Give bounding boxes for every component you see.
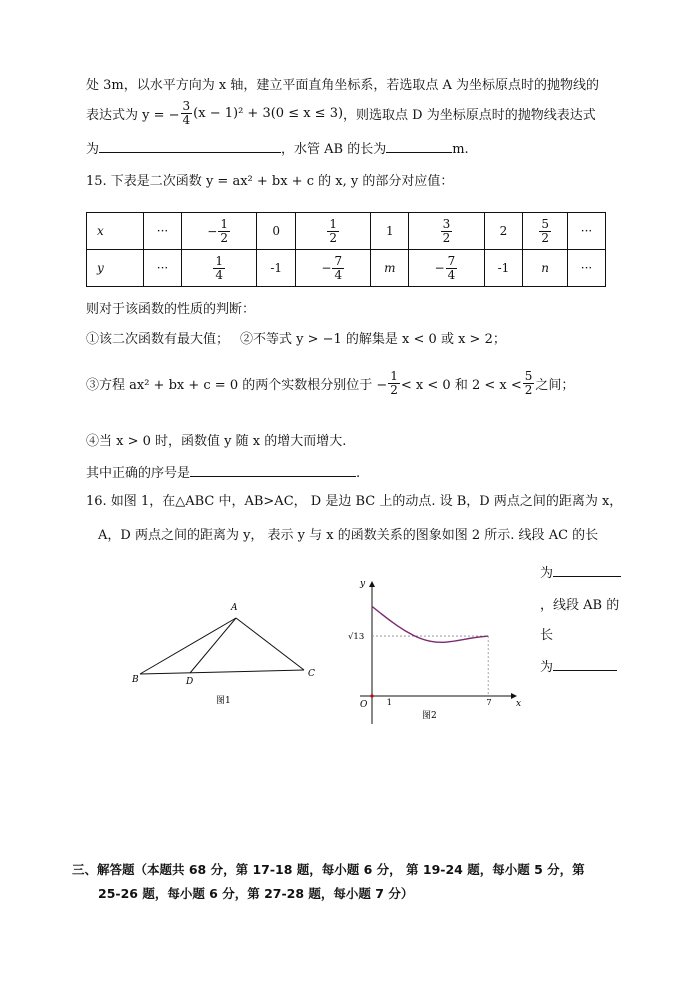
q15-answer-blank[interactable] xyxy=(190,464,356,477)
q16-r1-text: 为 xyxy=(540,566,554,581)
label-a: A xyxy=(231,603,238,613)
table-cell: -1 xyxy=(484,250,523,287)
sqrt13-label: √13 xyxy=(348,632,365,643)
table-cell: $\frac{1}{4}$ xyxy=(181,250,256,287)
q16-right-2: ，线段 AB 的 xyxy=(540,598,620,613)
table-cell xyxy=(181,213,256,250)
segment-ab xyxy=(140,618,236,674)
q15-statement-4: ④当 x > 0 时，函数值 y 随 x 的增大而增大. xyxy=(86,434,347,449)
q15-statement-2: ②不等式 y > −1 的解集是 x < 0 或 x > 2； xyxy=(240,332,506,347)
table-cell: $\frac{3}{2}$ xyxy=(409,213,484,250)
table-cell: ··· xyxy=(144,250,182,287)
q14-fraction xyxy=(181,100,193,126)
table-cell: ··· xyxy=(567,213,605,250)
q15-judge-intro: 则对于该函数的性质的判断： xyxy=(86,302,256,317)
q15-intro: 15. 下表是二次函数 y = ax² + bx + c 的 x, y 的部分对应值： xyxy=(86,174,454,189)
table-cell: $\frac{5}{2}$ xyxy=(523,213,568,250)
q15-value-table xyxy=(86,212,606,287)
y-axis-label: y xyxy=(360,579,366,589)
label-c: C xyxy=(308,669,315,679)
q14-line3-pre: 为 xyxy=(86,142,100,157)
table-cell: m xyxy=(371,250,409,287)
q14-line1: 处 3m，以水平方向为 x 轴，建立平面直角坐标系，若选取点 A 为坐标原点时的抛物线的 xyxy=(86,78,599,93)
q14-line2-mid: (x − 1)² + 3(0 ≤ x ≤ 3) xyxy=(193,105,344,121)
q16-r4-text: 为 xyxy=(540,660,554,675)
table-cell: y xyxy=(87,250,144,287)
segment-ac xyxy=(236,618,304,670)
q16-blank-ab[interactable] xyxy=(553,658,617,671)
q14-line3 xyxy=(86,138,469,157)
figure-1-caption: 图1 xyxy=(216,696,231,706)
q16-right-1 xyxy=(540,562,621,581)
figure-2-graph xyxy=(330,576,530,726)
table-cell: − $\frac{7}{4}$ xyxy=(409,250,484,287)
x-axis-label: x xyxy=(516,699,522,709)
q15-statement-3 xyxy=(86,370,574,396)
q16-blank-ac[interactable] xyxy=(553,564,621,577)
q14-blank-expression[interactable] xyxy=(99,140,281,153)
table-row-y xyxy=(87,250,606,287)
origin-point xyxy=(370,694,373,697)
table-cell: n xyxy=(523,250,568,287)
q15-s3-frac-five-half: $\frac{5}{2}$ xyxy=(524,369,533,397)
q14-line3-mid: ，水管 AB 的长为 xyxy=(281,142,387,157)
table-cell: -1 xyxy=(257,250,296,287)
table-row-x xyxy=(87,213,606,250)
segment-bc xyxy=(140,670,304,674)
function-curve xyxy=(372,606,488,642)
segment-ad xyxy=(190,618,236,673)
table-cell: ··· xyxy=(567,250,605,287)
q14-line2-pre: 表达式为 y = − xyxy=(86,107,180,123)
q14-blank-ab-length[interactable] xyxy=(386,140,452,153)
tick-label-1: 1 xyxy=(386,698,393,708)
table-cell: 0 xyxy=(257,213,296,250)
table-cell: $\frac{1}{2}$ xyxy=(296,213,371,250)
q16-right-4 xyxy=(540,656,617,675)
figure-1-triangle xyxy=(128,596,324,708)
table-cell-value: − $\frac{1}{2}$ xyxy=(207,216,228,245)
q16-right-3: 长 xyxy=(540,628,554,643)
q15-answer-pre: 其中正确的序号是 xyxy=(86,466,191,481)
q15-s3-frac-half: $\frac{1}{2}$ xyxy=(390,369,398,397)
q14-frac-den: 4 xyxy=(182,112,191,127)
q15-s3-post: 之间； xyxy=(535,377,575,393)
q16-line2: A，D 两点之间的距离为 y， 表示 y 与 x 的函数关系的图象如图 2 所示. 线段 AC 的长 xyxy=(98,528,599,543)
q14-line2 xyxy=(86,100,596,126)
q15-s3-mid: < x < 0 和 2 < x < xyxy=(400,377,522,393)
label-b: B xyxy=(132,675,139,685)
q14-line2-post: ，则选取点 D 为坐标原点时的抛物线表达式 xyxy=(343,107,596,123)
q16-line1: 16. 如图 1，在△ABC 中，AB>AC， D 是边 BC 上的动点. 设 B，D 两点之间的距离为 x， xyxy=(86,494,623,509)
q15-s3-pre: ③方程 ax² + bx + c = 0 的两个实数根分别位于 − xyxy=(86,377,388,393)
table-cell: ··· xyxy=(144,213,182,250)
q15-statement-1: ①该二次函数有最大值； xyxy=(86,332,230,347)
section-3-heading-line1: 三、解答题（本题共 68 分，第 17-18 题，每小题 6 分， 第 19-24 题，每小题 5 分，第 xyxy=(72,862,585,877)
table-cell: 2 xyxy=(484,213,523,250)
label-d: D xyxy=(186,677,194,687)
q14-frac-num: 3 xyxy=(182,99,191,113)
table-cell: x xyxy=(87,213,144,250)
table-cell: 1 xyxy=(371,213,409,250)
q15-answer xyxy=(86,462,360,481)
table-cell: − $\frac{7}{4}$ xyxy=(296,250,371,287)
origin-label: O xyxy=(360,700,368,710)
tick-label-7: 7 xyxy=(486,698,492,708)
section-3-heading-line2: 25-26 题，每小题 6 分，第 27-28 题，每小题 7 分） xyxy=(98,886,414,901)
q14-line3-post: m. xyxy=(452,142,469,157)
figure-2-caption: 图2 xyxy=(422,711,437,721)
q15-answer-post: . xyxy=(356,466,361,481)
